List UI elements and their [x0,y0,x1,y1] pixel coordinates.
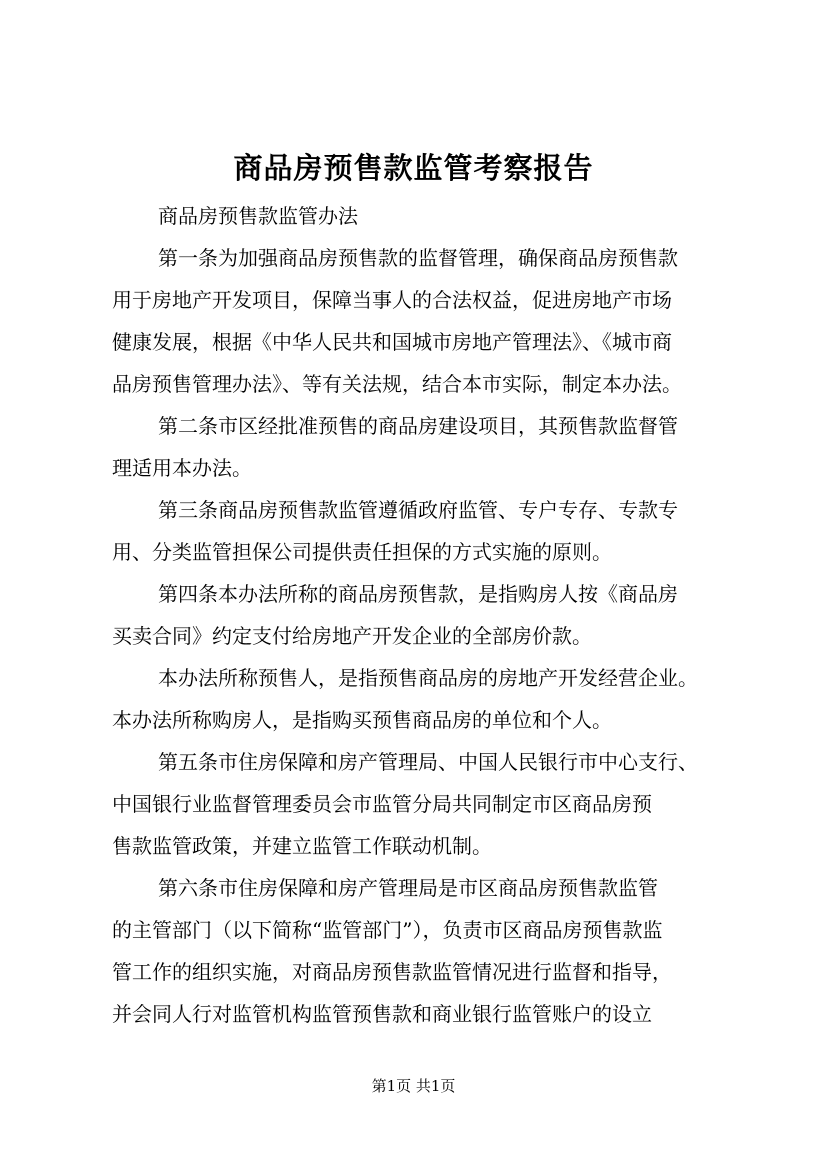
document-line: 第三条商品房预售款监管遵循政府监管、专户专存、专款专 [158,498,678,522]
document-line: 第五条市住房保障和房产管理局、中国人民银行市中心支行、 [158,750,698,774]
document-line: 本办法所称预售人，是指预售商品房的房地产开发经营企业。 [158,666,698,690]
document-body [112,195,732,1035]
document-title: 商品房预售款监管考察报告 [233,151,594,185]
page-footer: 第1页 共1页 [371,1077,456,1095]
document-line: 品房预售管理办法》、等有关法规，结合本市实际，制定本办法。 [112,372,682,396]
document-line: 买卖合同》约定支付给房地产开发企业的全部房价款。 [112,624,592,648]
document-line: 管工作的组织实施，对商品房预售款监管情况进行监督和指导， [112,960,672,984]
document-line: 第二条市区经批准预售的商品房建设项目，其预售款监督管 [158,414,678,438]
document-line: 用、分类监管担保公司提供责任担保的方式实施的原则。 [112,540,612,564]
document-line: 的主管部门（以下简称“监管部门”），负责市区商品房预售款监 [112,918,663,942]
document-line: 第四条本办法所称的商品房预售款，是指购房人按《商品房 [158,582,678,606]
document-line: 本办法所称购房人，是指购买预售商品房的单位和个人。 [112,708,612,732]
document-line: 中国银行业监督管理委员会市监管分局共同制定市区商品房预 [112,792,652,816]
document-line: 第一条为加强商品房预售款的监督管理，确保商品房预售款 [158,246,678,270]
document-line: 理适用本办法。 [112,456,252,480]
document-line: 第六条市住房保障和房产管理局是市区商品房预售款监管 [158,876,658,900]
document-line: 健康发展，根据《中华人民共和国城市房地产管理法》、《城市商 [112,330,672,354]
document-line: 售款监管政策，并建立监管工作联动机制。 [112,834,492,858]
document-line: 用于房地产开发项目，保障当事人的合法权益，促进房地产市场 [112,288,672,312]
document-line: 商品房预售款监管办法 [158,204,358,228]
document-line: 并会同人行对监管机构监管预售款和商业银行监管账户的设立 [112,1002,652,1026]
